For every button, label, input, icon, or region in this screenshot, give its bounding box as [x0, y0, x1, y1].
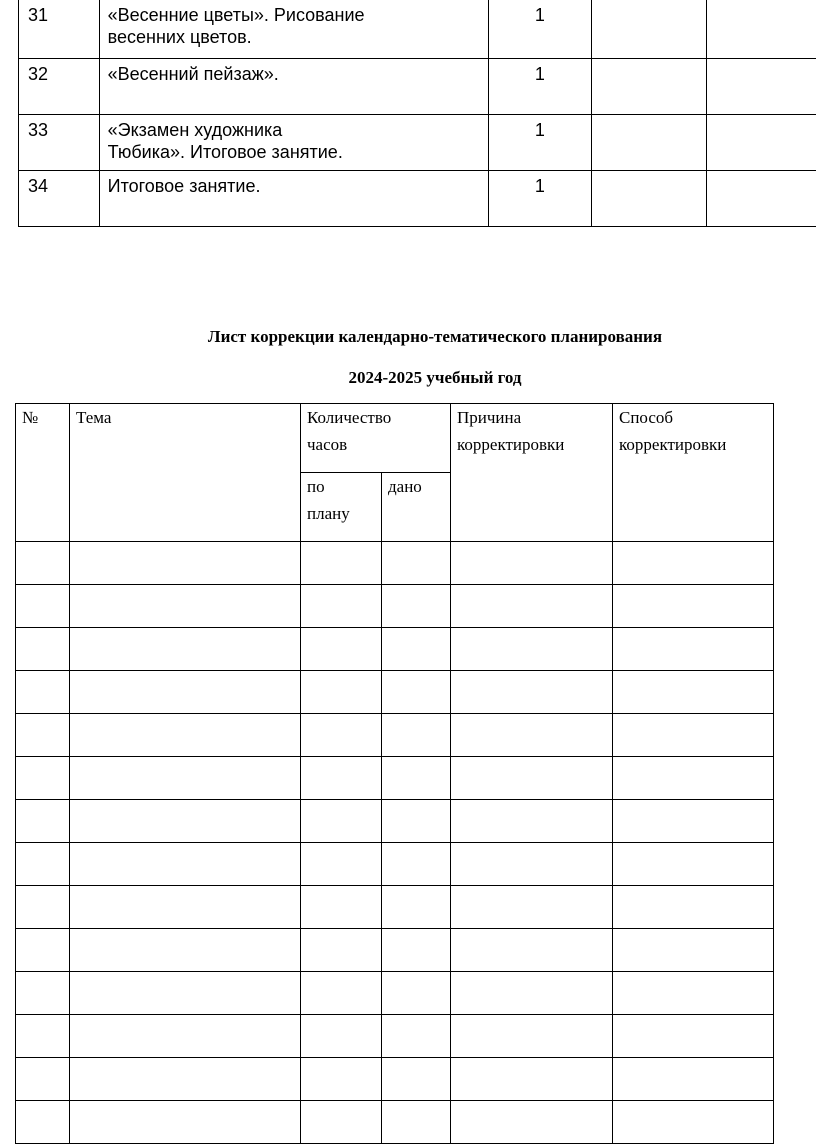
empty-cell: [16, 886, 70, 929]
empty-cell: [382, 714, 451, 757]
lesson-hours: 1: [488, 170, 591, 226]
empty-cell: [613, 972, 774, 1015]
empty-cell: [613, 714, 774, 757]
empty-cell: [613, 800, 774, 843]
plan-date-cell: [592, 58, 707, 114]
lesson-number: 34: [19, 170, 100, 226]
header-method: Способ корректировки: [613, 404, 774, 542]
lesson-number: 31: [19, 0, 100, 58]
empty-cell: [301, 628, 382, 671]
empty-cell: [16, 714, 70, 757]
empty-cell: [382, 628, 451, 671]
empty-cell: [16, 585, 70, 628]
empty-cell: [451, 972, 613, 1015]
table-row: [19, 114, 816, 170]
header-row: [16, 404, 774, 473]
empty-cell: [382, 800, 451, 843]
empty-cell: [301, 542, 382, 585]
plan-date-cell: [592, 114, 707, 170]
empty-cell: [451, 800, 613, 843]
table-row: [16, 714, 774, 757]
table-row: [16, 800, 774, 843]
empty-cell: [613, 886, 774, 929]
empty-cell: [613, 628, 774, 671]
empty-cell: [613, 929, 774, 972]
empty-cell: [382, 843, 451, 886]
empty-cell: [16, 1101, 70, 1144]
header-given: дано: [382, 473, 451, 542]
empty-cell: [70, 542, 301, 585]
empty-cell: [301, 1101, 382, 1144]
table-row: [16, 929, 774, 972]
empty-cell: [382, 671, 451, 714]
empty-cell: [451, 1015, 613, 1058]
lesson-hours: 1: [488, 58, 591, 114]
empty-cell: [382, 585, 451, 628]
empty-cell: [70, 1015, 301, 1058]
lesson-number: 33: [19, 114, 100, 170]
table-row: [16, 671, 774, 714]
empty-cell: [451, 843, 613, 886]
table-row: [16, 1101, 774, 1144]
empty-cell: [613, 843, 774, 886]
empty-cell: [613, 671, 774, 714]
table-row: [16, 1015, 774, 1058]
table-row: [16, 757, 774, 800]
fact-date-cell: [707, 114, 816, 170]
table-row: [16, 628, 774, 671]
empty-cell: [16, 929, 70, 972]
empty-cell: [301, 972, 382, 1015]
correction-table: [15, 403, 774, 1144]
empty-cell: [451, 1058, 613, 1101]
empty-cell: [16, 843, 70, 886]
empty-cell: [451, 929, 613, 972]
empty-cell: [382, 542, 451, 585]
empty-cell: [613, 1101, 774, 1144]
school-year: 2024-2025 учебный год: [348, 368, 522, 387]
empty-cell: [16, 542, 70, 585]
plan-date-cell: [592, 0, 707, 58]
empty-cell: [301, 757, 382, 800]
table-row: [16, 972, 774, 1015]
empty-cell: [70, 800, 301, 843]
empty-cell: [70, 585, 301, 628]
empty-cell: [451, 714, 613, 757]
empty-cell: [70, 671, 301, 714]
empty-cell: [16, 972, 70, 1015]
fact-date-cell: [707, 58, 816, 114]
empty-cell: [301, 585, 382, 628]
table-row: [16, 1058, 774, 1101]
plan-date-cell: [592, 170, 707, 226]
empty-cell: [301, 714, 382, 757]
empty-cell: [301, 1058, 382, 1101]
lesson-number: 32: [19, 58, 100, 114]
empty-cell: [613, 1058, 774, 1101]
empty-cell: [613, 585, 774, 628]
empty-cell: [70, 843, 301, 886]
empty-cell: [70, 929, 301, 972]
empty-cell: [613, 757, 774, 800]
empty-cell: [16, 671, 70, 714]
lesson-topic: «Экзамен художника Тюбика». Итоговое занятие.: [99, 114, 488, 170]
lesson-hours: 1: [488, 0, 591, 58]
empty-cell: [382, 886, 451, 929]
empty-cell: [382, 1101, 451, 1144]
empty-cell: [16, 1058, 70, 1101]
empty-cell: [16, 757, 70, 800]
empty-cell: [70, 1101, 301, 1144]
table-row: [16, 542, 774, 585]
empty-cell: [382, 757, 451, 800]
header-by-plan: по плану: [301, 473, 382, 542]
empty-cell: [301, 1015, 382, 1058]
lesson-topic: «Весенние цветы». Рисование весенних цветов.: [99, 0, 488, 58]
header-topic: Тема: [70, 404, 301, 542]
table-row: [19, 58, 816, 114]
table-row: [19, 0, 816, 58]
empty-cell: [301, 929, 382, 972]
empty-cell: [70, 1058, 301, 1101]
empty-cell: [451, 1101, 613, 1144]
empty-cell: [301, 800, 382, 843]
empty-cell: [16, 1015, 70, 1058]
header-hours: Количество часов: [301, 404, 451, 473]
empty-cell: [301, 671, 382, 714]
empty-cell: [451, 585, 613, 628]
empty-cell: [451, 542, 613, 585]
empty-cell: [70, 628, 301, 671]
empty-cell: [16, 628, 70, 671]
empty-cell: [613, 1015, 774, 1058]
empty-cell: [451, 757, 613, 800]
empty-cell: [451, 886, 613, 929]
empty-cell: [451, 628, 613, 671]
correction-title: Лист коррекции календарно-тематического планирования: [207, 327, 663, 346]
table-row: [16, 843, 774, 886]
empty-cell: [382, 929, 451, 972]
plan-table: [18, 0, 816, 227]
fact-date-cell: [707, 0, 816, 58]
empty-cell: [382, 1015, 451, 1058]
table-row: [16, 886, 774, 929]
empty-cell: [382, 1058, 451, 1101]
empty-cell: [70, 886, 301, 929]
empty-cell: [382, 972, 451, 1015]
table-row: [19, 170, 816, 226]
empty-cell: [301, 843, 382, 886]
lesson-topic: Итоговое занятие.: [99, 170, 488, 226]
header-num: №: [16, 404, 70, 542]
empty-cell: [70, 972, 301, 1015]
empty-cell: [301, 886, 382, 929]
empty-cell: [70, 757, 301, 800]
empty-cell: [16, 800, 70, 843]
lesson-hours: 1: [488, 114, 591, 170]
fact-date-cell: [707, 170, 816, 226]
table-row: [16, 585, 774, 628]
empty-cell: [70, 714, 301, 757]
lesson-topic: «Весенний пейзаж».: [99, 58, 488, 114]
empty-cell: [613, 542, 774, 585]
empty-cell: [451, 671, 613, 714]
header-reason: Причина корректировки: [451, 404, 613, 542]
